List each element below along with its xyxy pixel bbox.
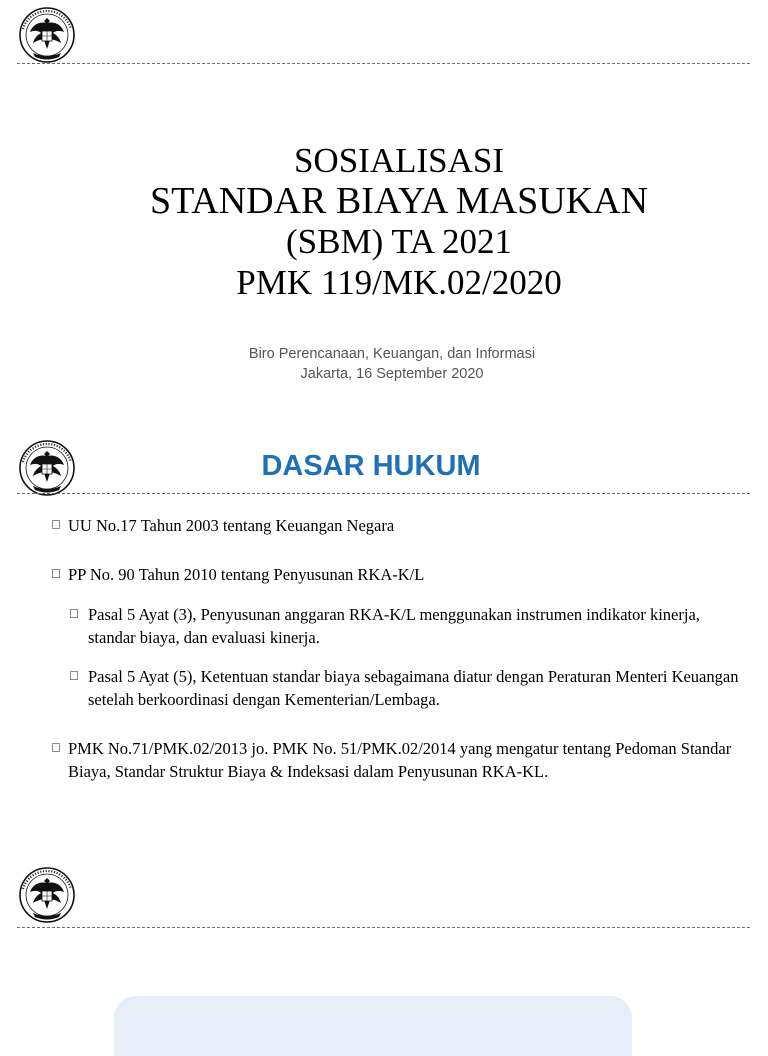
square-bullet-icon bbox=[70, 609, 78, 618]
square-bullet-icon bbox=[52, 743, 60, 752]
sub-list-item bbox=[70, 665, 742, 711]
title-slide bbox=[0, 0, 768, 412]
header-divider bbox=[17, 493, 750, 494]
legal-basis-list bbox=[52, 514, 742, 783]
title-line-1: SOSIALISASI bbox=[293, 141, 505, 180]
square-bullet-icon bbox=[70, 671, 78, 680]
header-divider bbox=[17, 63, 750, 64]
list-item-text: PP No. 90 Tahun 2010 tentang Penyusunan RKA-K/L bbox=[68, 565, 425, 584]
slide-heading: DASAR HUKUM bbox=[261, 450, 481, 482]
title-line-4: PMK 119/MK.02/2020 bbox=[236, 263, 562, 302]
subtitle-organization: Biro Perencanaan, Keuangan, dan Informasi bbox=[248, 346, 536, 362]
subtitle-date: Jakarta, 16 September 2020 bbox=[300, 366, 484, 382]
list-item bbox=[52, 514, 742, 537]
list-item bbox=[52, 737, 742, 783]
square-bullet-icon bbox=[52, 569, 60, 578]
list-item-text: UU No.17 Tahun 2003 tentang Keuangan Negara bbox=[68, 516, 395, 535]
next-slide-preview bbox=[0, 860, 768, 1024]
header-divider bbox=[17, 927, 750, 928]
sub-list-item-text: Pasal 5 Ayat (3), Penyusunan anggaran RKA-K/L menggunakan instrumen indikator kinerja, standar biaya, dan evaluasi kinerja. bbox=[88, 604, 700, 647]
title-line-3: (SBM) TA 2021 bbox=[285, 222, 513, 261]
garuda-emblem-icon bbox=[17, 865, 77, 925]
title-line-2: STANDAR BIAYA MASUKAN bbox=[149, 180, 649, 222]
legal-basis-slide bbox=[0, 430, 768, 830]
slide-subtitle bbox=[0, 344, 768, 384]
sub-list-item bbox=[70, 603, 742, 649]
slide-title bbox=[0, 140, 768, 303]
content-card bbox=[114, 996, 632, 1056]
list-item-text: PMK No.71/PMK.02/2013 jo. PMK No. 51/PMK.02/2014 yang mengatur tentang Pedoman Standar Biaya, Standar Struktur Biaya & Indeksasi dalam Penyusunan RKA-KL. bbox=[68, 739, 732, 781]
sub-list-item-text: Pasal 5 Ayat (5), Ketentuan standar biaya sebagaimana diatur dengan Peraturan Menteri Keuangan setelah berkoordinasi dengan Kementerian/Lembaga. bbox=[88, 667, 739, 709]
garuda-emblem-icon bbox=[17, 5, 77, 65]
square-bullet-icon bbox=[52, 520, 60, 529]
list-item bbox=[52, 563, 742, 586]
